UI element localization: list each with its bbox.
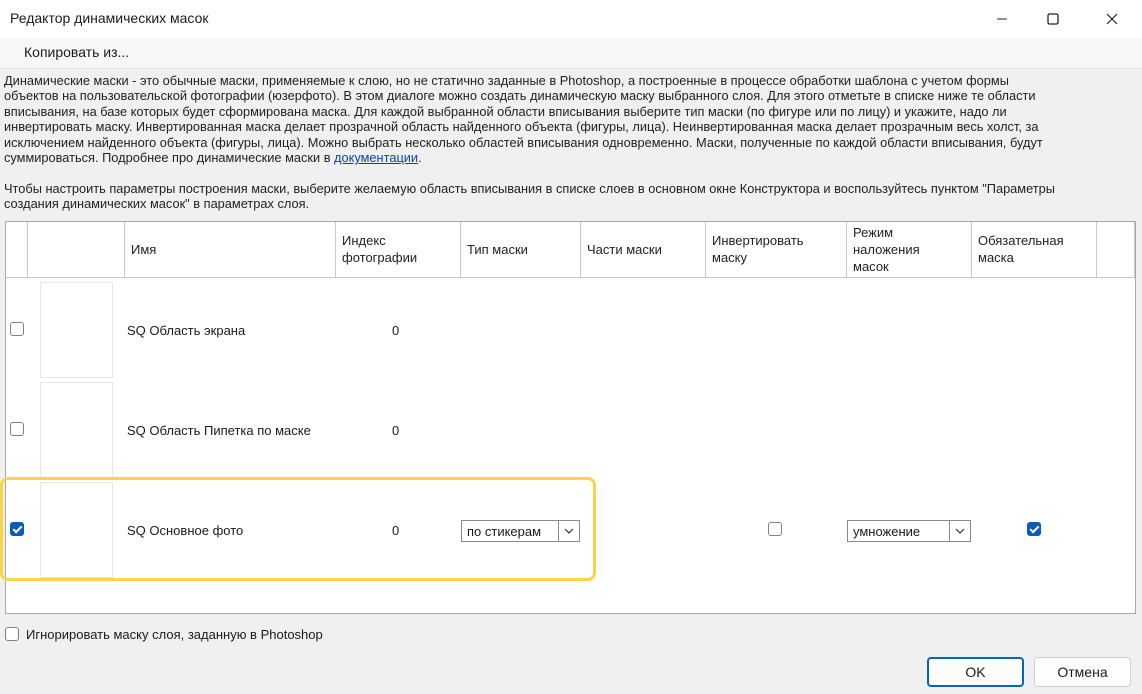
description-line: Динамические маски - это обычные маски, применяемые к слою, но не статично заданные в Photoshop, а построенные в процессе обработки шаблона с учетом формы xyxy=(4,73,1009,88)
layer-name: SQ Область экрана xyxy=(127,323,246,338)
title-bar xyxy=(0,0,1142,38)
header-photo-index[interactable]: Индекс фотографии xyxy=(336,222,461,278)
header-filler xyxy=(1097,222,1135,278)
header-name[interactable]: Имя xyxy=(125,222,336,278)
close-button[interactable] xyxy=(1087,0,1137,38)
header-mask-type[interactable]: Тип маски xyxy=(461,222,581,278)
required-mask-checkbox[interactable] xyxy=(1027,522,1041,536)
row-select-checkbox[interactable] xyxy=(10,322,24,336)
header-checkbox-column[interactable] xyxy=(6,222,28,278)
close-icon xyxy=(1106,13,1118,25)
layer-name: SQ Область Пипетка по маске xyxy=(127,423,311,438)
description-line: объектов на пользовательской фотографии (юзерфото). В этом диалоге можно создать динамическую маску выбранного слоя. Для этого отметьте в списке ниже те области xyxy=(4,88,1036,104)
layer-name: SQ Основное фото xyxy=(127,523,244,538)
row-highlight-frame xyxy=(0,477,596,581)
maximize-button[interactable] xyxy=(1028,0,1078,38)
description-line: вписывания, на базе которых будет сформирована маска. Для каждой выбранной области вписывания выберите тип маски (по фигуре или по лицу) и укажите, надо ли xyxy=(4,103,1007,119)
header-blend-mode[interactable]: Режим наложения масок xyxy=(847,222,972,278)
maximize-icon xyxy=(1047,13,1059,25)
row-select-checkbox[interactable] xyxy=(10,422,24,436)
ignore-photoshop-mask-label[interactable]: Игнорировать маску слоя, заданную в Photoshop xyxy=(26,627,323,642)
layer-thumbnail xyxy=(40,282,113,378)
header-required-mask[interactable]: Обязательная маска xyxy=(972,222,1097,278)
description-line xyxy=(4,150,1129,165)
chevron-down-icon xyxy=(955,528,965,534)
hint-line: Чтобы настроить параметры построения маски, выберите желаемую область вписывания в списке слоев в основном окне Конструктора и воспользуйтесь пунктом "Параметры xyxy=(4,181,1055,196)
description-text: суммироваться. Подробнее про динамические маски в xyxy=(4,150,335,166)
table-row[interactable] xyxy=(6,380,1135,480)
description-text: . xyxy=(418,150,422,166)
blend-mode-value: умножение xyxy=(853,524,921,539)
header-thumbnail-column[interactable] xyxy=(28,222,125,278)
cancel-button[interactable]: Отмена xyxy=(1034,657,1131,687)
table-row[interactable] xyxy=(6,280,1135,380)
layer-thumbnail xyxy=(40,382,113,478)
description-line: исключением найденного объекта (фигуры, лица). Можно выбрать несколько областей вписывания одновременно. Маски, полученные по каждой области вписывания, будут xyxy=(4,134,1043,150)
ignore-photoshop-mask-checkbox[interactable] xyxy=(5,627,19,641)
mask-type-value: по стикерам xyxy=(467,524,542,539)
minimize-icon xyxy=(996,13,1008,25)
photo-index: 0 xyxy=(392,323,400,338)
blend-mode-arrow xyxy=(949,521,970,541)
header-mask-parts[interactable]: Части маски xyxy=(581,222,706,278)
description-line: инвертировать маску. Инвертированная маска делает прозрачной область найденного объекта (фигуры, лица). Неинвертированная маска делает прозрачным весь холст, за xyxy=(4,119,1039,135)
minimize-button[interactable] xyxy=(977,0,1027,38)
invert-mask-checkbox[interactable] xyxy=(768,522,782,536)
settings-hint-paragraph xyxy=(4,181,1129,212)
documentation-link[interactable]: документации xyxy=(334,150,419,166)
copy-from-menu-item[interactable]: Копировать из... xyxy=(24,44,130,60)
window-title: Редактор динамических масок xyxy=(10,10,209,26)
header-invert-mask[interactable]: Инвертировать маску xyxy=(706,222,847,278)
menu-bar xyxy=(0,38,1142,69)
ok-button[interactable]: OK xyxy=(927,657,1024,687)
description-paragraph xyxy=(4,73,1129,165)
hint-line: создания динамических масок" в параметрах слоя. xyxy=(4,196,310,212)
blend-mode-dropdown[interactable] xyxy=(847,520,971,542)
photo-index: 0 xyxy=(392,523,400,538)
photo-index: 0 xyxy=(392,423,400,438)
